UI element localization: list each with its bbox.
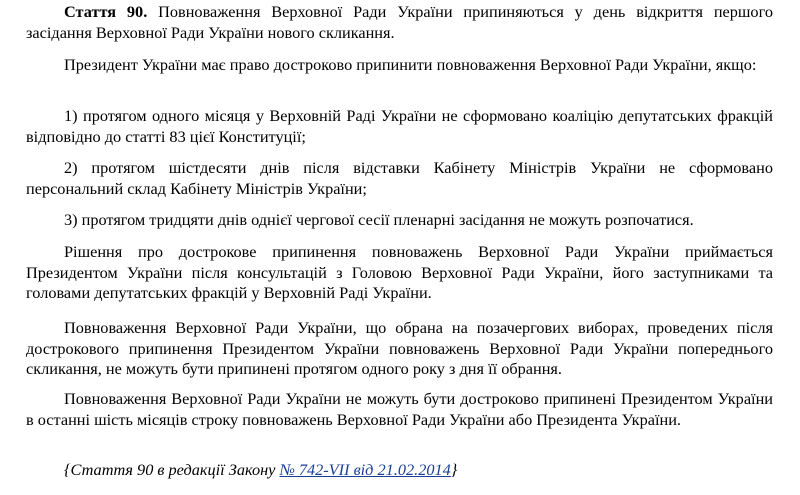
article-first-paragraph <box>26 2 773 43</box>
article-intro-text: Повноваження Верховної Ради України припиняються у день відкриття першого засідання Верховної Ради України нового скликання. <box>26 2 773 42</box>
paragraph-item-1: 1) протягом одного місяця у Верховній Раді України не сформовано коаліцію депутатських фракцій відповідно до статті 83 цієї Конституції; <box>26 106 773 146</box>
paragraph-decision: Рішення про дострокове припинення повноважень Верховної Ради України приймається Президентом України після консультацій з Головою Верховної Ради України, його заступниками та головами депутатських фракцій у Верховній Раді України. <box>26 242 773 302</box>
amendment-note-prefix: {Стаття 90 в редакції Закону <box>64 460 280 479</box>
article-heading: Стаття 90. <box>64 2 148 21</box>
paragraph-extraordinary-elections: Повноваження Верховної Ради України, що обрана на позачергових виборах, проведених після дострокового припинення Президентом України повноважень Верховної Ради України попереднього скликання, не можуть бути припинені протягом одного року з дня її обрання. <box>26 318 773 378</box>
paragraph-last-six-months: Повноваження Верховної Ради України не можуть бути достроково припинені Президентом України в останні шість місяців строку повноважень Верховної Ради України або Президента України. <box>26 389 773 429</box>
paragraph-item-2: 2) протягом шістдесяти днів після відставки Кабінету Міністрів України не сформовано персональний склад Кабінету Міністрів України; <box>26 158 773 198</box>
paragraph-item-3: 3) протягом тридцяти днів однієї чергової сесії пленарні засідання не можуть розпочатися. <box>64 210 694 229</box>
amendment-note-suffix: } <box>450 460 458 479</box>
paragraph-president-right: Президент України має право достроково припинити повноваження Верховної Ради України, якщо: <box>64 55 757 74</box>
amendment-note <box>26 460 773 481</box>
law-link[interactable]: № 742-VII від 21.02.2014 <box>279 460 451 479</box>
